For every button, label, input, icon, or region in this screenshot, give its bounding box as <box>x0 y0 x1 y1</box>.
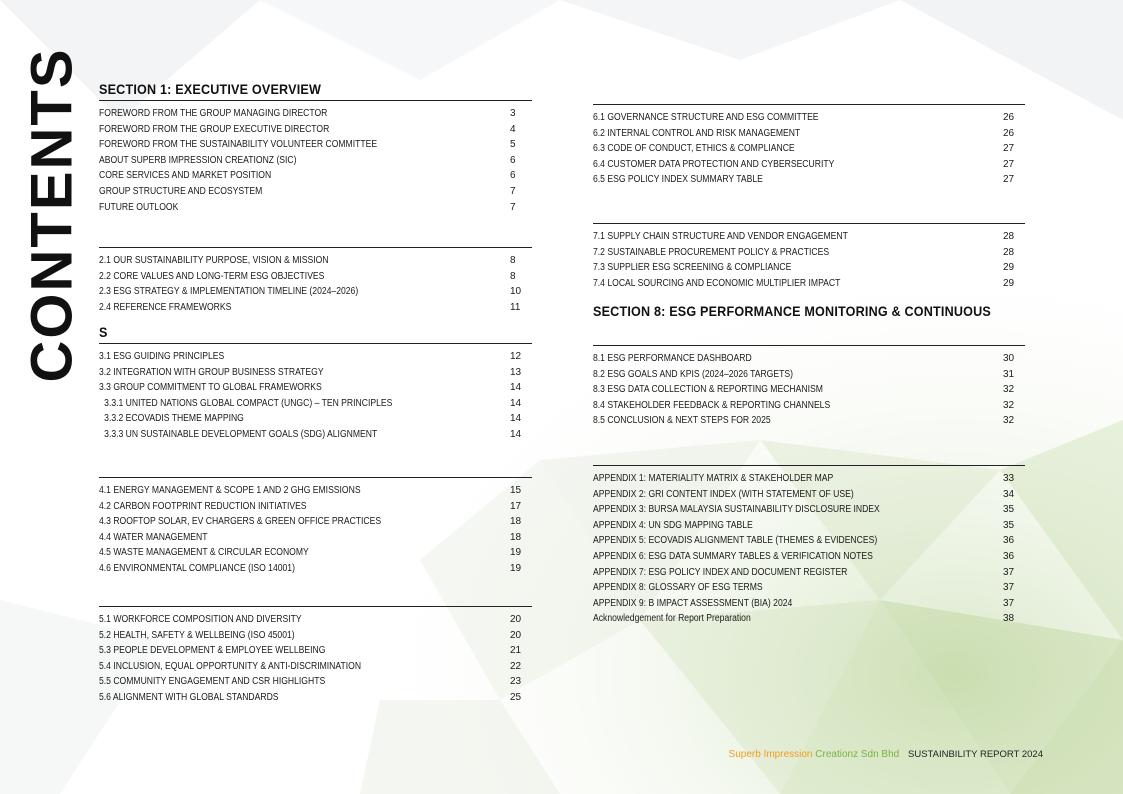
toc-entry-page: 37 <box>1003 566 1015 578</box>
toc-entry-page: 22 <box>510 660 522 672</box>
toc-entry-page: 31 <box>1003 368 1015 380</box>
toc-entry[interactable] <box>99 483 532 499</box>
toc-entry[interactable] <box>593 172 1025 188</box>
section-rule <box>593 465 1025 466</box>
toc-entry[interactable] <box>593 367 1025 383</box>
toc-entry[interactable] <box>593 502 1025 518</box>
toc-entry-page: 19 <box>510 562 522 574</box>
toc-entry-page: 19 <box>510 547 522 559</box>
toc-entry-page: 36 <box>1003 535 1015 547</box>
contents-title-text: CONTENTS <box>19 47 85 383</box>
toc-entry-label: 7.4 LOCAL SOURCING AND ECONOMIC MULTIPLIER IMPACT <box>593 277 841 289</box>
toc-entry-page: 18 <box>510 516 522 528</box>
toc-entry-page: 12 <box>510 351 522 362</box>
toc-entry[interactable] <box>593 245 1025 261</box>
footer-company-part2: Creationz Sdn Bhd <box>815 749 900 760</box>
toc-entry[interactable] <box>99 300 532 316</box>
section-title: S <box>99 324 108 340</box>
toc-entry-page: 3 <box>510 108 516 119</box>
toc-entry[interactable] <box>99 153 532 169</box>
toc-entry-page: 6 <box>510 170 516 182</box>
toc-entry[interactable] <box>99 612 532 628</box>
toc-entry-label: 4.3 ROOFTOP SOLAR, EV CHARGERS & GREEN OFFICE PRACTICES <box>99 516 382 528</box>
toc-entry[interactable] <box>593 565 1025 581</box>
toc-entry-label: APPENDIX 6: ESG DATA SUMMARY TABLES & VERIFICATION NOTES <box>593 550 873 562</box>
toc-entry-page: 20 <box>510 614 522 625</box>
toc-entry-page: 21 <box>510 645 522 657</box>
toc-entry-page: 32 <box>1003 399 1015 411</box>
toc-entry-page: 27 <box>1003 158 1015 170</box>
toc-entry-label: 5.6 ALIGNMENT WITH GLOBAL STANDARDS <box>99 691 279 703</box>
toc-entry-page: 17 <box>510 500 522 512</box>
section-rule <box>99 247 532 248</box>
section-rule <box>99 343 532 344</box>
toc-entry-label: 3.3.3 UN SUSTAINABLE DEVELOPMENT GOALS (SDG) ALIGNMENT <box>104 428 378 440</box>
toc-entry-page: 5 <box>510 139 516 151</box>
toc-section-3 <box>99 324 532 443</box>
toc-entry[interactable] <box>593 351 1025 367</box>
toc-entry[interactable] <box>593 549 1025 565</box>
contents-title <box>12 47 92 383</box>
toc-entry[interactable] <box>593 398 1025 414</box>
toc-entry-page: 26 <box>1003 112 1015 123</box>
toc-entry[interactable] <box>99 411 532 427</box>
toc-entry-page: 7 <box>510 185 516 197</box>
toc-entry-page: 27 <box>1003 174 1015 186</box>
toc-entry-page: 36 <box>1003 550 1015 562</box>
toc-entry-label: 5.2 HEALTH, SAFETY & WELLBEING (ISO 45001) <box>99 629 295 641</box>
toc-entry-label: 3.3.2 ECOVADIS THEME MAPPING <box>104 413 244 425</box>
toc-entry-label: APPENDIX 8: GLOSSARY OF ESG TERMS <box>593 582 763 594</box>
toc-entry-page: 10 <box>510 286 522 298</box>
toc-entry-page: 34 <box>1003 488 1015 500</box>
section-rule <box>593 104 1025 105</box>
toc-entry-page: 15 <box>510 485 522 496</box>
toc-entry[interactable] <box>99 690 532 706</box>
toc-entry-page: 32 <box>1003 415 1015 427</box>
toc-entry-page: 4 <box>510 123 516 135</box>
toc-entry-label: APPENDIX 4: UN SDG MAPPING TABLE <box>593 519 753 531</box>
toc-entry-label: 4.6 ENVIRONMENTAL COMPLIANCE (ISO 14001) <box>99 562 295 574</box>
toc-entry-page: 20 <box>510 629 522 641</box>
toc-entry[interactable] <box>593 533 1025 549</box>
toc-entry[interactable] <box>593 110 1025 126</box>
toc-entry[interactable] <box>593 611 1025 627</box>
toc-entry-label: APPENDIX 5: ECOVADIS ALIGNMENT TABLE (THEMES & EVIDENCES) <box>593 535 878 547</box>
toc-entry-label: 5.1 WORKFORCE COMPOSITION AND DIVERSITY <box>99 614 302 625</box>
toc-entry-label: 3.2 INTEGRATION WITH GROUP BUSINESS STRATEGY <box>99 366 324 378</box>
toc-entry-label: 7.3 SUPPLIER ESG SCREENING & COMPLIANCE <box>593 262 792 274</box>
toc-entry-label: APPENDIX 9: B IMPACT ASSESSMENT (BIA) 2024 <box>593 597 793 609</box>
toc-entry[interactable] <box>593 471 1025 487</box>
toc-entry-label: 7.2 SUSTAINABLE PROCUREMENT POLICY & PRACTICES <box>593 246 830 258</box>
toc-section-8 <box>593 303 1025 429</box>
toc-entry-label: 8.5 CONCLUSION & NEXT STEPS FOR 2025 <box>593 415 771 427</box>
report-footer <box>729 749 1043 760</box>
toc-entry-label: 2.2 CORE VALUES AND LONG-TERM ESG OBJECTIVES <box>99 270 325 282</box>
toc-entry[interactable] <box>99 380 532 396</box>
toc-entry[interactable] <box>593 413 1025 429</box>
toc-entry[interactable] <box>99 365 532 381</box>
toc-entry-label: ABOUT SUPERB IMPRESSION CREATIONZ (SIC) <box>99 154 297 166</box>
toc-entry-page: 29 <box>1003 277 1015 289</box>
toc-entry-label: 4.5 WASTE MANAGEMENT & CIRCULAR ECONOMY <box>99 547 309 559</box>
toc-entry-label: 5.3 PEOPLE DEVELOPMENT & EMPLOYEE WELLBEING <box>99 645 326 657</box>
toc-entry[interactable] <box>593 157 1025 173</box>
toc-entry-page: 23 <box>510 676 522 688</box>
toc-entry-page: 14 <box>510 382 522 394</box>
toc-entry[interactable] <box>99 545 532 561</box>
toc-entry[interactable] <box>593 487 1025 503</box>
toc-entry[interactable] <box>99 674 532 690</box>
toc-entry-page: 14 <box>510 397 522 409</box>
toc-entry-page: 38 <box>1003 613 1015 625</box>
toc-entry-page: 27 <box>1003 143 1015 155</box>
toc-entry[interactable] <box>99 514 532 530</box>
toc-entry[interactable] <box>99 184 532 200</box>
toc-entry-page: 33 <box>1003 473 1015 484</box>
toc-entry[interactable] <box>99 499 532 515</box>
toc-entry[interactable] <box>99 284 532 300</box>
toc-entry-page: 37 <box>1003 597 1015 609</box>
toc-entry[interactable] <box>99 349 532 365</box>
toc-entry[interactable] <box>593 580 1025 596</box>
toc-entry-label: 3.3 GROUP COMMITMENT TO GLOBAL FRAMEWORKS <box>99 382 322 394</box>
toc-entry[interactable] <box>99 659 532 675</box>
toc-entry-page: 32 <box>1003 384 1015 396</box>
toc-entry[interactable] <box>99 628 532 644</box>
toc-entry-label: 2.1 OUR SUSTAINABILITY PURPOSE, VISION & MISSION <box>99 255 329 266</box>
toc-appendices <box>593 443 1025 627</box>
toc-entry-page: 28 <box>1003 246 1015 258</box>
footer-report-title: SUSTAINBILITY REPORT 2024 <box>908 749 1043 760</box>
toc-entry-page: 26 <box>1003 127 1015 139</box>
toc-entry-label: 5.4 INCLUSION, EQUAL OPPORTUNITY & ANTI-DISCRIMINATION <box>99 660 362 672</box>
toc-section-2 <box>99 225 532 315</box>
toc-entry-label: FOREWORD FROM THE GROUP EXECUTIVE DIRECTOR <box>99 123 330 135</box>
toc-entry-label: APPENDIX 3: BURSA MALAYSIA SUSTAINABILITY DISCLOSURE INDEX <box>593 504 880 516</box>
toc-entry-label: Acknowledgement for Report Preparation <box>593 613 751 625</box>
toc-entry-label: 8.2 ESG GOALS AND KPIS (2024–2026 TARGETS) <box>593 368 793 380</box>
toc-entry-label: 4.4 WATER MANAGEMENT <box>99 531 208 543</box>
toc-entry-label: 6.3 CODE OF CONDUCT, ETHICS & COMPLIANCE <box>593 143 795 155</box>
toc-entry-label: 7.1 SUPPLY CHAIN STRUCTURE AND VENDOR ENGAGEMENT <box>593 231 848 242</box>
toc-entry-page: 11 <box>510 301 521 313</box>
toc-entry-page: 8 <box>510 270 516 282</box>
toc-entry[interactable] <box>99 106 532 122</box>
toc-entry-label: 5.5 COMMUNITY ENGAGEMENT AND CSR HIGHLIGHTS <box>99 676 326 688</box>
toc-entry[interactable] <box>593 260 1025 276</box>
toc-entry-label: FOREWORD FROM THE GROUP MANAGING DIRECTOR <box>99 108 328 119</box>
toc-entry-label: FOREWORD FROM THE SUSTAINABILITY VOLUNTEER COMMITTEE <box>99 139 378 151</box>
section-rule <box>99 477 532 478</box>
section-title: SECTION 1: EXECUTIVE OVERVIEW <box>99 81 322 97</box>
toc-entry-label: 4.1 ENERGY MANAGEMENT & SCOPE 1 AND 2 GHG EMISSIONS <box>99 485 361 496</box>
toc-entry-page: 14 <box>510 413 522 425</box>
toc-entry[interactable] <box>593 596 1025 612</box>
toc-entry-label: 2.4 REFERENCE FRAMEWORKS <box>99 301 232 313</box>
toc-section-1 <box>99 81 532 215</box>
toc-entry-label: 6.5 ESG POLICY INDEX SUMMARY TABLE <box>593 174 763 186</box>
toc-entry-page: 14 <box>510 428 522 440</box>
toc-entry[interactable] <box>99 269 532 285</box>
toc-entry-label: 3.1 ESG GUIDING PRINCIPLES <box>99 351 225 362</box>
toc-entry-label: 6.1 GOVERNANCE STRUCTURE AND ESG COMMITTEE <box>593 112 819 123</box>
toc-entry[interactable] <box>99 200 532 216</box>
toc-entry-label: APPENDIX 1: MATERIALITY MATRIX & STAKEHOLDER MAP <box>593 473 834 484</box>
toc-entry-label: 3.3.1 UNITED NATIONS GLOBAL COMPACT (UNGC) – TEN PRINCIPLES <box>104 397 393 409</box>
toc-entry-label: 8.3 ESG DATA COLLECTION & REPORTING MECHANISM <box>593 384 823 396</box>
toc-entry[interactable] <box>99 137 532 153</box>
toc-section-6 <box>593 82 1025 188</box>
toc-entry[interactable] <box>99 122 532 138</box>
toc-entry-page: 35 <box>1003 519 1015 531</box>
toc-entry-page: 18 <box>510 531 522 543</box>
toc-entry-label: FUTURE OUTLOOK <box>99 201 179 213</box>
toc-entry[interactable] <box>593 518 1025 534</box>
toc-entry-page: 13 <box>510 366 522 378</box>
toc-entry[interactable] <box>99 427 532 443</box>
toc-entry-label: CORE SERVICES AND MARKET POSITION <box>99 170 272 182</box>
toc-entry-page: 35 <box>1003 504 1015 516</box>
toc-section-7 <box>593 201 1025 291</box>
toc-entry[interactable] <box>99 561 532 577</box>
toc-entry-label: APPENDIX 2: GRI CONTENT INDEX (WITH STATEMENT OF USE) <box>593 488 854 500</box>
toc-entry-page: 28 <box>1003 231 1015 242</box>
section-rule <box>99 100 532 101</box>
toc-entry[interactable] <box>99 168 532 184</box>
toc-entry[interactable] <box>99 643 532 659</box>
toc-entry[interactable] <box>593 141 1025 157</box>
toc-entry-page: 29 <box>1003 262 1015 274</box>
toc-entry-label: 8.1 ESG PERFORMANCE DASHBOARD <box>593 353 752 364</box>
toc-entry-page: 6 <box>510 154 516 166</box>
toc-entry-label: APPENDIX 7: ESG POLICY INDEX AND DOCUMENT REGISTER <box>593 566 848 578</box>
toc-entry[interactable] <box>593 126 1025 142</box>
section-rule <box>99 606 532 607</box>
toc-entry-label: 6.4 CUSTOMER DATA PROTECTION AND CYBERSECURITY <box>593 158 835 170</box>
toc-entry[interactable] <box>593 382 1025 398</box>
toc-entry-page: 8 <box>510 255 516 266</box>
section-rule <box>593 223 1025 224</box>
toc-entry-label: 6.2 INTERNAL CONTROL AND RISK MANAGEMENT <box>593 127 801 139</box>
toc-entry-label: 4.2 CARBON FOOTPRINT REDUCTION INITIATIVES <box>99 500 307 512</box>
toc-entry[interactable] <box>99 396 532 412</box>
toc-section-4 <box>99 455 532 577</box>
section-title: SECTION 8: ESG PERFORMANCE MONITORING & CONTINUOUS <box>593 303 991 319</box>
toc-entry-label: GROUP STRUCTURE AND ECOSYSTEM <box>99 185 263 197</box>
footer-company-part1: Superb Impression <box>728 749 813 760</box>
toc-entry-page: 25 <box>510 691 522 703</box>
toc-entry-label: 2.3 ESG STRATEGY & IMPLEMENTATION TIMELINE (2024–2026) <box>99 286 359 298</box>
toc-entry[interactable] <box>593 229 1025 245</box>
toc-entry[interactable] <box>99 530 532 546</box>
toc-entry[interactable] <box>99 253 532 269</box>
toc-entry-page: 37 <box>1003 582 1015 594</box>
toc-entry-label: 8.4 STAKEHOLDER FEEDBACK & REPORTING CHANNELS <box>593 399 831 411</box>
toc-entry-page: 30 <box>1003 353 1015 364</box>
toc-section-5 <box>99 584 532 706</box>
toc-entry[interactable] <box>593 276 1025 292</box>
section-rule <box>593 345 1025 346</box>
toc-entry-page: 7 <box>510 201 516 213</box>
